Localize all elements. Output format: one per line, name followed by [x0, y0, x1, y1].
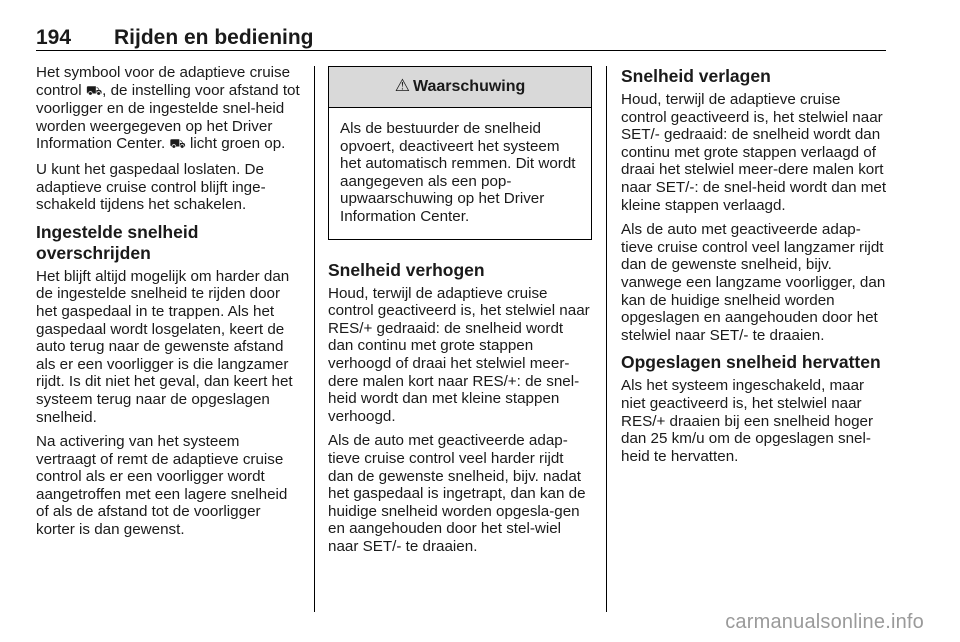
heading-decrease-speed: Snelheid verlagen	[621, 66, 771, 86]
column-divider-left	[314, 66, 315, 612]
warning-header	[329, 67, 591, 108]
adaptive-cruise-control-icon: ⛟	[169, 137, 186, 153]
column-divider-right	[606, 66, 607, 612]
watermark: carmanualsonline.info	[725, 611, 924, 633]
page-number: 194	[36, 26, 72, 49]
page-header	[36, 26, 886, 50]
paragraph-store-higher-speed: Als de auto met geactiveerde adap-tieve cruise control veel harder rijdt dan de gewenste snelheid, bijv. nadat het gaspedaal is ingetrapt, dan kan de huidige snelheid worden opgesla-gen en aangehouden door het stel-wiel naar SET/- te draaien.	[328, 432, 586, 555]
paragraph-exceed-speed: Het blijft altijd mogelijk om harder dan de ingestelde snelheid te rijden door het gaspedaal in te trappen. Als het gaspedaal wordt losgelaten, keert de auto terug naar de gewenste afstand als er een voorligger is die langzamer rijdt. Is dit niet het geval, dan keert het systeem terug naar de opgeslagen snelheid.	[36, 267, 293, 426]
paragraph-decrease-speed: Houd, terwijl de adaptieve cruise control geactiveerd is, het stelwiel naar SET/- gedraaid: de snelheid wordt dan continu met grote stappen verlaagd of draai het stelwiel meer-dere malen kort naar SET/-: de snel-heid wordt dan met kleine stappen verlaagd.	[621, 91, 887, 214]
warning-triangle-icon: ⚠	[394, 76, 410, 97]
paragraph-accelerator-release: U kunt het gaspedaal loslaten. De adaptieve cruise control blijft inge-schakeld tijdens het schakelen.	[36, 160, 266, 214]
warning-box	[328, 66, 592, 240]
paragraph-acc-symbol: Het symbool voor de adaptieve cruise control ⛟, de instelling voor afstand tot voorligger en de ingestelde snel-heid worden weergegeven op het Driver Information Center. ⛟ licht groen op.	[36, 64, 300, 153]
warning-text: Als de bestuurder de snelheid opvoert, deactiveert het systeem het automatisch remmen. Dit wordt aangegeven als een pop-upwaarschuwing op het Driver Information Center.	[340, 120, 576, 225]
page-title: Rijden en bediening	[114, 26, 314, 49]
column-right	[621, 64, 887, 472]
header-rule	[36, 50, 886, 51]
heading-increase-speed: Snelheid verhogen	[328, 259, 485, 280]
column-middle	[328, 64, 592, 562]
column-left	[36, 64, 300, 546]
heading-exceed-speed: Ingestelde snelheid overschrijden	[36, 221, 199, 263]
paragraph-store-lower-speed: Als de auto met geactiveerde adap-tieve cruise control veel langzamer rijdt dan de gewenste snelheid, bijv. vanwege een langzame voorligger, dan kan de huidige snelheid worden opgeslagen en aangehouden door het stelwiel naar SET/- te draaien.	[621, 221, 886, 344]
paragraph-activation-brake: Na activering van het systeem vertraagt of remt de adaptieve cruise control als er een voorligger wordt aangetroffen met een lagere snelheid of als de afstand tot de voorligger korter is dan gewenst.	[36, 433, 288, 539]
heading-resume-speed: Opgeslagen snelheid hervatten	[621, 352, 881, 373]
paragraph-resume-speed: Als het systeem ingeschakeld, maar niet geactiveerd is, het stelwiel naar RES/+ draaien bij een snelheid hoger dan 25 km/u om de opgeslagen snel-heid te hervatten.	[621, 377, 874, 465]
warning-title: Waarschuwing	[412, 78, 526, 96]
adaptive-cruise-control-icon: ⛟	[85, 83, 103, 99]
paragraph-increase-speed: Houd, terwijl de adaptieve cruise control geactiveerd is, het stelwiel naar RES/+ gedraaid: de snelheid wordt dan continu met grote stappen verhoogd of draai het stelwiel meer-dere malen kort naar RES/+: de snel-heid wordt dan met kleine stappen verhoogd.	[328, 284, 590, 425]
